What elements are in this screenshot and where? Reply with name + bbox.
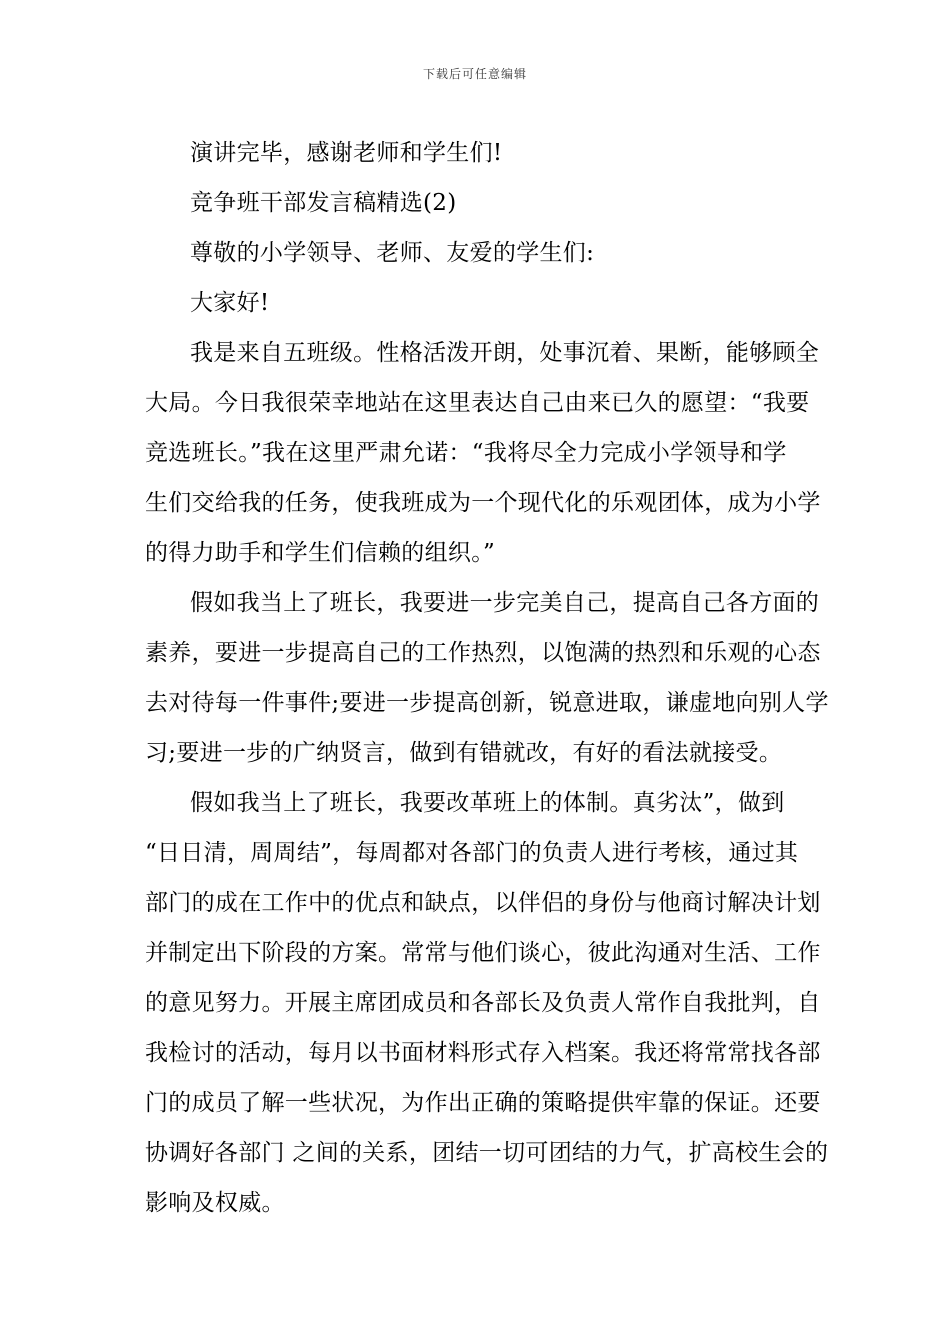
text-line: 协调好各部门 之间的关系，团结一切可团结的力气，扩高校生会的 [145, 1140, 829, 1166]
text-line: 大局。今日我很荣幸地站在这里表达自己由来已久的愿望：“我要 [145, 390, 810, 416]
text-line: 习;要进一步的广纳贤言，做到有错就改，有好的看法就接受。 [145, 740, 783, 766]
text-line: 去对待每一件事件;要进一步提高创新，锐意进取，谦虚地向别人学 [145, 690, 829, 716]
text-line: 我是来自五班级。性格活泼开朗，处事沉着、果断，能够顾全 [190, 340, 820, 366]
text-line: 生们交给我的任务，使我班成为一个现代化的乐观团体，成为小学 [145, 490, 821, 516]
text-line: 的得力助手和学生们信赖的组织。” [145, 540, 496, 566]
text-line: 并制定出下阶段的方案。常常与他们谈心，彼此沟通对生活、工作 [145, 940, 821, 966]
text-line: 假如我当上了班长，我要进一步完美自己，提高自己各方面的 [190, 590, 820, 616]
text-line: 大家好! [190, 290, 270, 316]
text-line: 的意见努力。开展主席团成员和各部长及负责人常作自我批判，自 [145, 990, 821, 1016]
text-line: 竞选班长。”我在这里严肃允诺：“我将尽全力完成小学领导和学 [145, 440, 787, 466]
text-line: 素养，要进一步提高自己的工作热烈，以饱满的热烈和乐观的心态 [145, 640, 821, 666]
page-header: 下载后可任意编辑 [422, 67, 527, 81]
text-line: “日日清，周周结”，每周都对各部门的负责人进行考核，通过其 [145, 840, 799, 866]
text-line: 假如我当上了班长，我要改革班上的体制。真劣汰”，做到 [190, 790, 785, 816]
text-line: 我检讨的活动，每月以书面材料形式存入档案。我还将常常找各部 [145, 1040, 821, 1066]
text-line: 竞争班干部发言稿精选(2) [190, 190, 457, 216]
text-line: 门的成员了解一些状况，为作出正确的策略提供牢靠的保证。还要 [145, 1090, 821, 1116]
document-body [145, 128, 829, 1228]
text-line: 部门的成在工作中的优点和缺点，以伴侣的身份与他商讨解决计划 [145, 890, 821, 916]
text-line: 尊敬的小学领导、老师、友爱的学生们: [190, 240, 595, 266]
text-line: 影响及权威。 [145, 1190, 285, 1216]
text-line: 演讲完毕，感谢老师和学生们! [190, 140, 503, 166]
